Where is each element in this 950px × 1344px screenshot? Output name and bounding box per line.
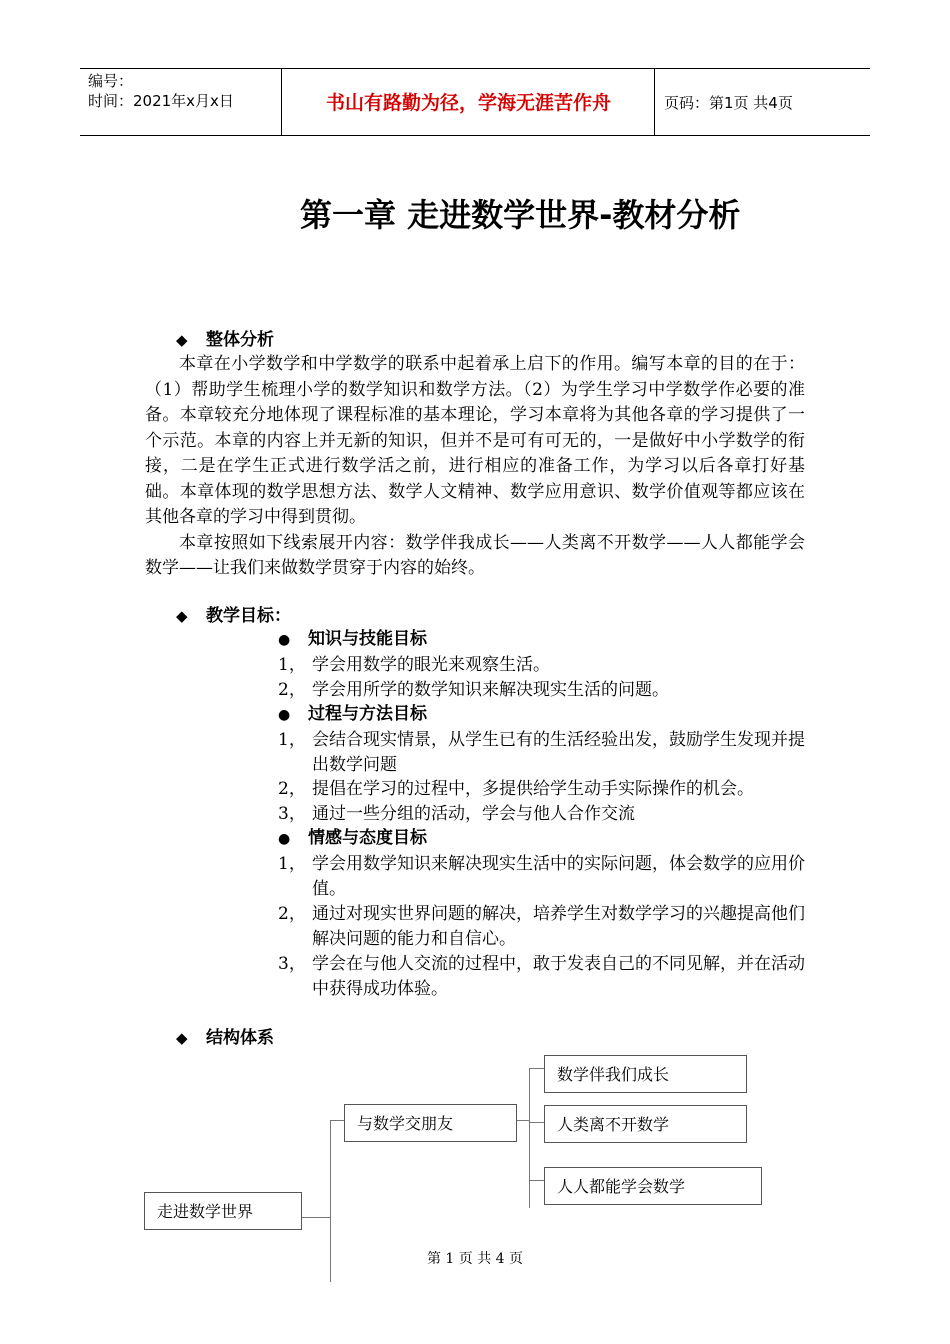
list-item [278, 678, 808, 703]
diamond-bullet-icon: ◆ [176, 607, 188, 625]
list-item [278, 777, 808, 802]
header-page-info: 页码：第1页 共4页 [664, 94, 793, 112]
connector-line [301, 1217, 331, 1218]
circle-bullet-icon: ● [278, 831, 291, 847]
header-time-label: 时间：2021年x月x日 [88, 92, 234, 110]
item-text: 通过一些分组的活动，学会与他人合作交流 [312, 804, 635, 824]
connector-line [529, 1122, 544, 1123]
structure-level2-box: 数学伴我们成长 [544, 1055, 747, 1093]
section-heading-label: 结构体系 [206, 1028, 274, 1048]
section-heading-label: 整体分析 [206, 330, 274, 350]
paragraph: 本章在小学数学和中学数学的联系中起着承上启下的作用。编写本章的目的在于：（1）帮助学生梳理小学的数学知识和数学方法。（2）为学生学习中学数学作必要的准备。本章较充分地体现了课程标准的基本理论，学习本章将为其他各章的学习提供了一个示范。本章的内容上并无新的知识，但并不是可有可无的，一是做好中小学数学的衔接，二是在学生正式进行数学活之前，进行相应的准备工作，为学习以后各章打好基础。本章体现的数学思想方法、数学人文精神、数学应用意识、数学价值观等都应该在其他各章的学习中得到贯彻。 [145, 354, 805, 527]
header-motto: 书山有路勤为径，学海无涯苦作舟 [325, 92, 611, 114]
connector-line [330, 1120, 344, 1121]
section-heading-structure [176, 1026, 274, 1050]
section-heading-goals [176, 604, 291, 628]
circle-bullet-icon: ● [278, 707, 291, 723]
connector-line [516, 1120, 530, 1121]
structure-level2-box: 人人都能学会数学 [544, 1167, 762, 1205]
list-item [278, 728, 808, 777]
item-number: 3， [278, 954, 306, 974]
item-number: 1， [278, 854, 306, 874]
item-text: 通过对现实世界问题的解决，培养学生对数学学习的兴趣提高他们解决问题的能力和自信心。 [312, 904, 805, 949]
header-number-label: 编号： [88, 72, 134, 90]
structure-level1-box: 与数学交朋友 [344, 1104, 517, 1142]
goal-group-title: 知识与技能目标 [308, 629, 427, 649]
goal-group-title: 情感与态度目标 [308, 828, 427, 848]
connector-line [529, 1068, 530, 1208]
item-text: 学会用数学知识来解决现实生活中的实际问题，体会数学的应用价值。 [312, 854, 805, 899]
overall-body [145, 352, 805, 582]
goal-group-attitude [278, 826, 427, 851]
item-number: 3， [278, 804, 306, 824]
page-footer: 第 1 页 共 4 页 [426, 1251, 524, 1267]
list-item [278, 802, 808, 827]
item-number: 1， [278, 730, 306, 750]
goal-group-process [278, 702, 427, 727]
item-text: 提倡在学习的过程中，多提供给学生动手实际操作的机会。 [312, 779, 754, 799]
paragraph: 本章按照如下线索展开内容：数学伴我成长——人类离不开数学——人人都能学会数学——让我们来做数学贯穿于内容的始终。 [145, 532, 805, 578]
item-text: 学会用所学的数学知识来解决现实生活的问题。 [312, 680, 669, 700]
section-heading-overall [176, 328, 274, 352]
goal-group-title: 过程与方法目标 [308, 704, 427, 724]
header-top-border [80, 68, 870, 69]
list-item [278, 653, 808, 678]
list-item [278, 902, 808, 951]
list-item [278, 952, 808, 1001]
structure-level2-box: 人类离不开数学 [544, 1105, 747, 1143]
goal-group-knowledge [278, 627, 427, 652]
connector-line [529, 1068, 544, 1069]
section-heading-label: 教学目标： [206, 606, 291, 626]
connector-line [529, 1180, 544, 1181]
list-item [278, 852, 808, 901]
diamond-bullet-icon: ◆ [176, 331, 188, 349]
item-text: 会结合现实情景，从学生已有的生活经验出发，鼓励学生发现并提出数学问题 [312, 730, 805, 775]
diamond-bullet-icon: ◆ [176, 1029, 188, 1047]
page-title: 第一章 走进数学世界-教材分析 [300, 196, 741, 234]
circle-bullet-icon: ● [278, 632, 291, 648]
structure-root-box: 走进数学世界 [144, 1192, 302, 1230]
item-text: 学会用数学的眼光来观察生活。 [312, 655, 550, 675]
item-number: 1， [278, 655, 306, 675]
item-number: 2， [278, 680, 306, 700]
item-number: 2， [278, 904, 306, 924]
header-bottom-border [80, 135, 870, 136]
item-text: 学会在与他人交流的过程中，敢于发表自己的不同见解，并在活动中获得成功体验。 [312, 954, 805, 999]
item-number: 2， [278, 779, 306, 799]
